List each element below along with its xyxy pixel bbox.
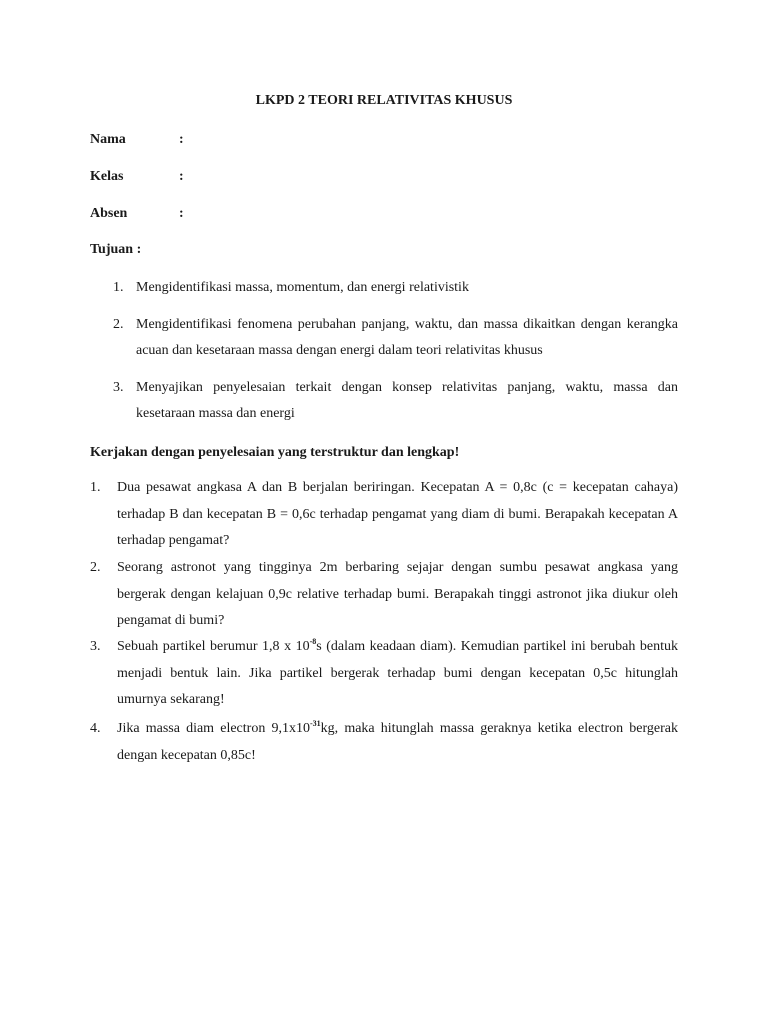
question-text bbox=[117, 716, 678, 769]
question-item bbox=[90, 716, 678, 769]
field-colon: : bbox=[179, 206, 184, 221]
field-label: Nama bbox=[90, 132, 126, 147]
objective-text: Mengidentifikasi massa, momentum, dan energi relativistik bbox=[136, 280, 469, 295]
question-text-part: kg, maka hitunglah massa geraknya ketika electron bergerak dengan kecepatan 0,85c! bbox=[117, 721, 678, 763]
page-title: LKPD 2 TEORI RELATIVITAS KHUSUS bbox=[255, 93, 513, 108]
field-label: Kelas bbox=[90, 169, 124, 184]
question-item bbox=[90, 634, 678, 714]
question-item bbox=[90, 555, 678, 635]
instruction-heading: Kerjakan dengan penyelesaian yang terstruktur dan lengkap! bbox=[90, 445, 460, 460]
question-text: Seorang astronot yang tingginya 2m berbaring sejajar dengan sumbu pesawat angkasa yang bergerak dengan kelajuan 0,9c relative terhadap bumi. Berapakah tinggi astronot jika diukur oleh pengamat di bumi? bbox=[117, 560, 678, 628]
objective-text: Mengidentifikasi fenomena perubahan panjang, waktu, dan massa dikaitkan dengan kerangka acuan dan kesetaraan massa dengan energi dalam teori relativitas khusus bbox=[136, 317, 678, 358]
field-kelas bbox=[90, 169, 184, 185]
question-text-part: Jika massa diam electron 9,1x10 bbox=[117, 721, 310, 736]
objective-item bbox=[113, 375, 678, 427]
field-absen bbox=[90, 206, 184, 222]
question-text: Dua pesawat angkasa A dan B berjalan beriringan. Kecepatan A = 0,8c (c = kecepatan cahaya) terhadap B dan kecepatan B = 0,6c terhadap pengamat yang diam di bumi. Berapakah kecepatan A terhadap pengamat? bbox=[117, 480, 678, 548]
exponent: -8 bbox=[309, 637, 317, 646]
question-text-part: s (dalam keadaan diam). Kemudian partikel ini berubah bentuk menjadi bentuk lain. Jika partikel bergerak terhadap bumi dengan kecepatan 0,5c hitunglah umurnya sekarang! bbox=[117, 639, 678, 707]
objectives-heading: Tujuan : bbox=[90, 242, 142, 257]
field-colon: : bbox=[179, 169, 184, 184]
question-number: 3. bbox=[90, 639, 101, 654]
objective-number: 1. bbox=[113, 280, 124, 295]
objective-number: 3. bbox=[113, 380, 124, 395]
objective-item bbox=[113, 312, 678, 364]
exponent: -31 bbox=[309, 719, 321, 728]
objective-text: Menyajikan penyelesaian terkait dengan konsep relativitas panjang, waktu, massa dan kesetaraan massa dan energi bbox=[136, 380, 678, 421]
question-text bbox=[117, 634, 678, 714]
question-item bbox=[90, 475, 678, 555]
question-number: 4. bbox=[90, 721, 101, 736]
objective-item bbox=[113, 275, 678, 301]
question-number: 2. bbox=[90, 560, 101, 575]
field-nama bbox=[90, 132, 184, 148]
question-number: 1. bbox=[90, 480, 101, 495]
field-colon: : bbox=[179, 132, 184, 147]
field-label: Absen bbox=[90, 206, 128, 221]
objective-number: 2. bbox=[113, 317, 124, 332]
question-text-part: Sebuah partikel berumur 1,8 x 10 bbox=[117, 639, 310, 654]
